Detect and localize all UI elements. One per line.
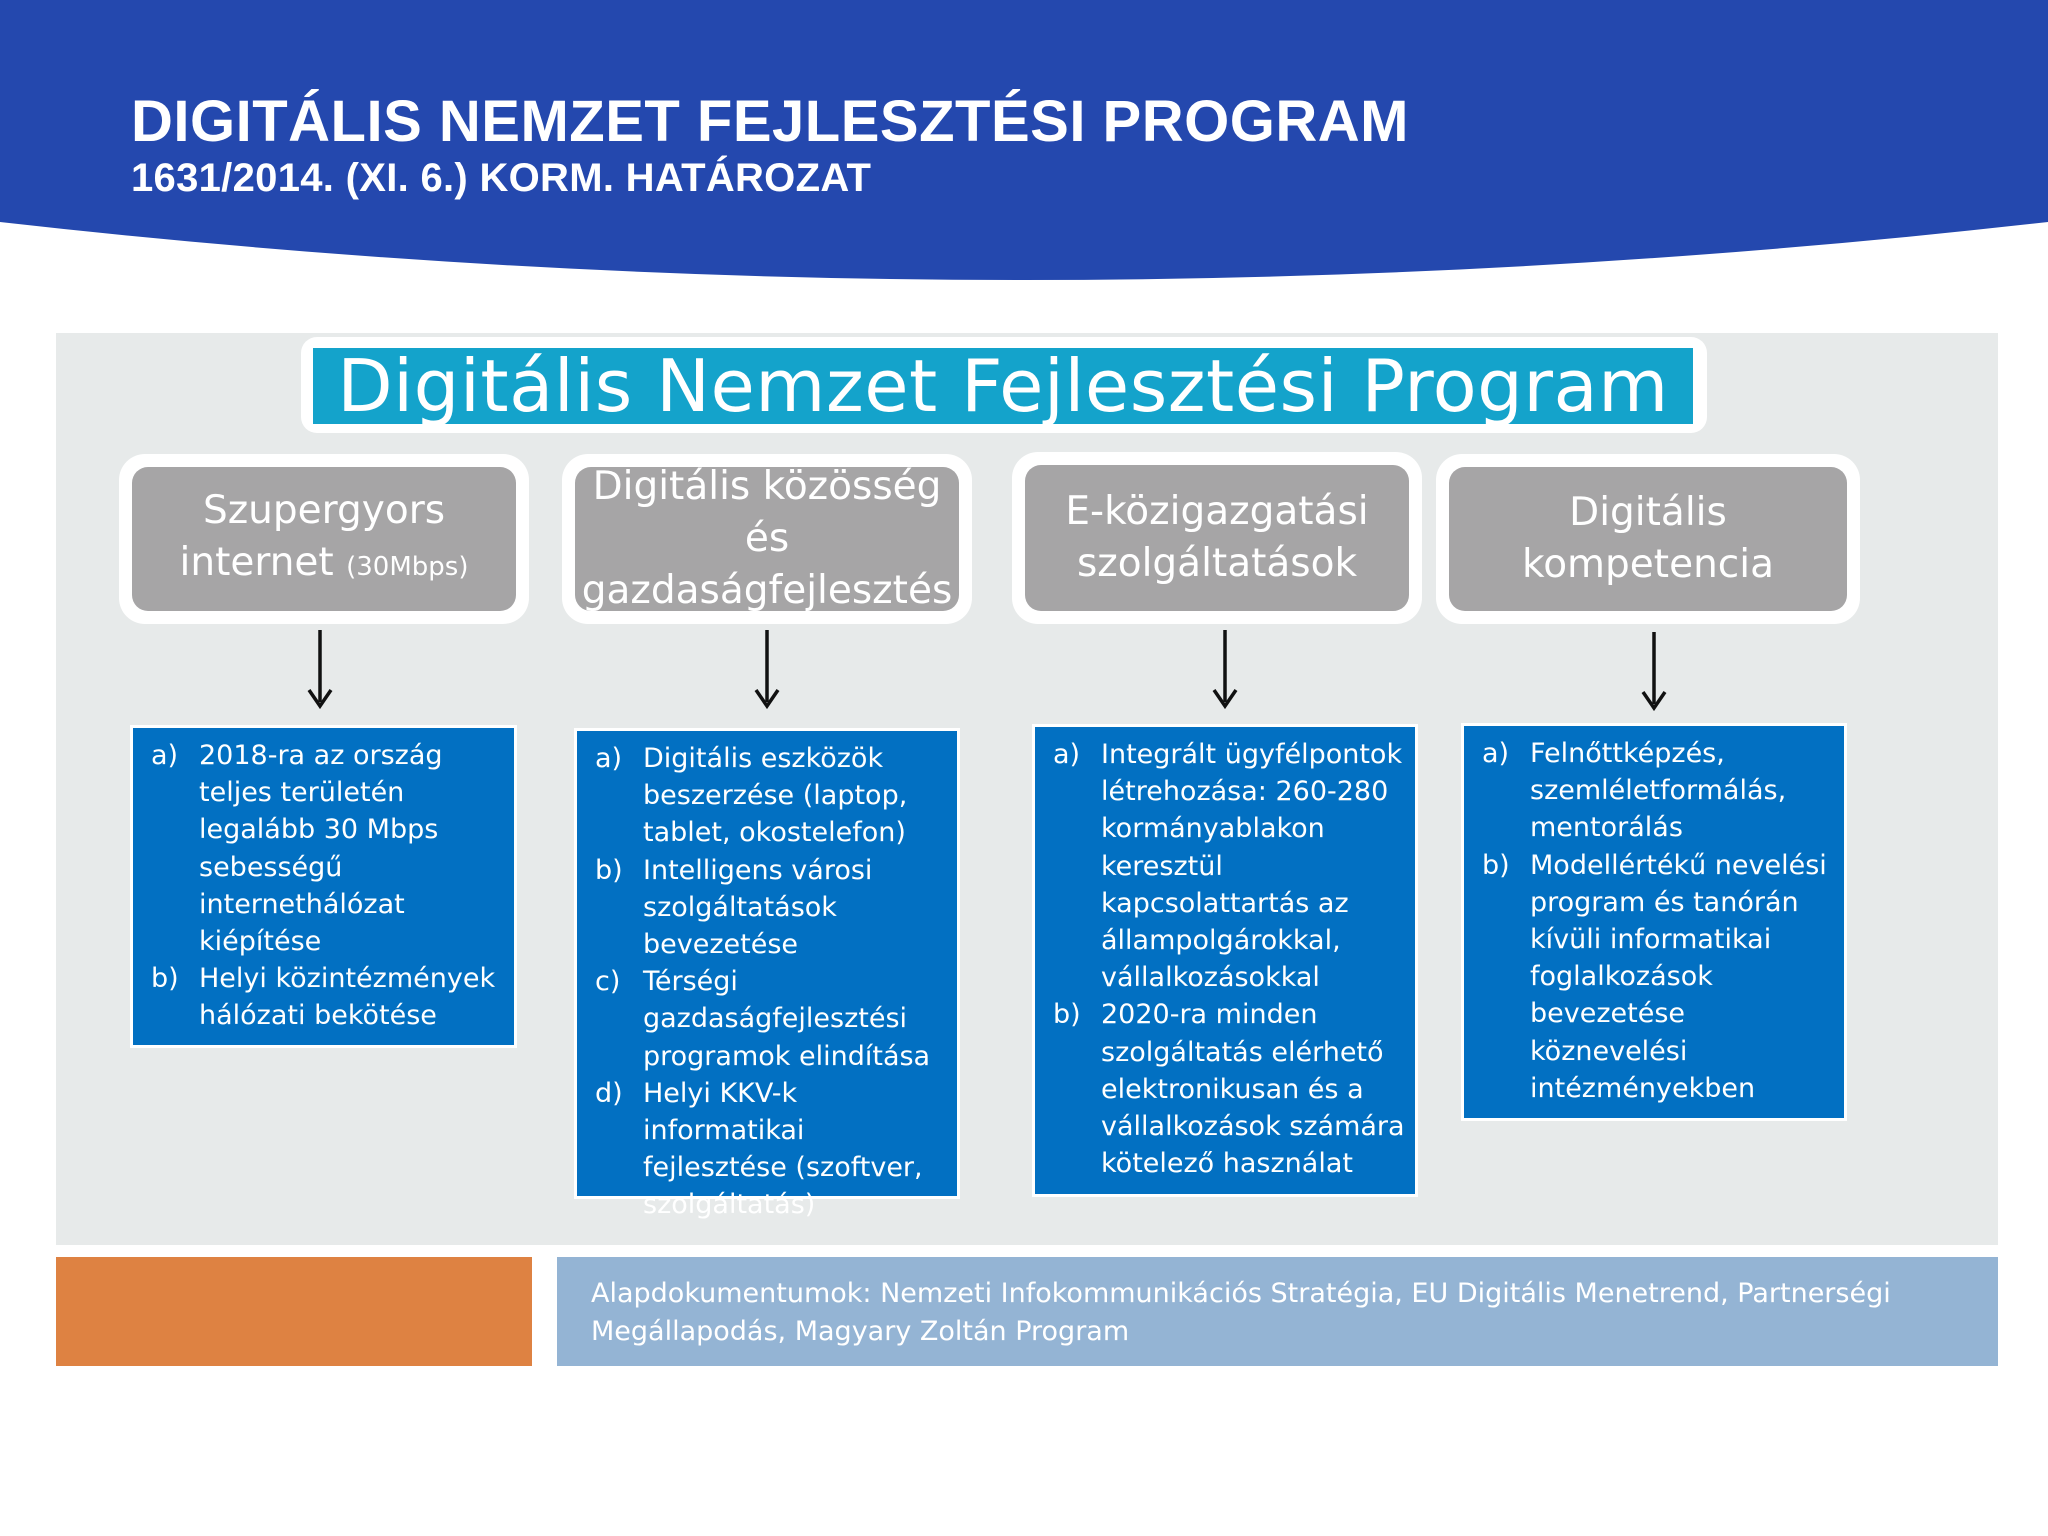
base-documents-bar [557, 1257, 1998, 1366]
slide-title: DIGITÁLIS NEMZET FEJLESZTÉSI PROGRAM [131, 89, 1409, 154]
item-text: Intelligens városi szolgáltatások bevezetése [643, 854, 873, 961]
category-title-line: Digitális közösség [592, 464, 942, 509]
list-item [1482, 735, 1834, 847]
category-title-line: gazdaságfejlesztés [581, 568, 953, 613]
category-box-community [575, 464, 959, 613]
category-title-line: kompetencia [1522, 542, 1774, 587]
item-label: b) [1053, 999, 1081, 1031]
item-text: Integrált ügyfélpontok létrehozása: 260-280 kormányablakon keresztül kapcsolattartás az állampolgárokkal, vállalkozásokkal [1101, 739, 1403, 994]
item-text: 2018-ra az ország teljes területén legalább 30 Mbps sebességű internethálózat kiépítése [199, 740, 443, 958]
list-item [151, 737, 504, 960]
list-item [595, 963, 947, 1075]
list-item [595, 852, 947, 964]
down-arrow-icon [1210, 630, 1240, 714]
category-title-line [180, 537, 469, 593]
list-item [151, 960, 504, 1034]
category-box-competence [1449, 467, 1847, 611]
item-text: Térségi gazdaságfejlesztési programok elindítása [643, 966, 931, 1072]
item-box-internet [130, 725, 517, 1048]
category-box-internet [132, 467, 516, 611]
item-box-community [574, 728, 960, 1221]
item-text: Modellértékű nevelési program és tanórán kívüli informatikai foglalkozások bevezetése köznevelési intézményekben [1530, 849, 1827, 1104]
item-label: a) [1482, 738, 1510, 769]
list-item [1482, 847, 1834, 1107]
item-text: Digitális eszközök beszerzése (laptop, tablet, okostelefon) [643, 743, 908, 849]
category-title-line: és [744, 516, 790, 561]
slide-subtitle: 1631/2014. (XI. 6.) KORM. HATÁROZAT [131, 156, 872, 200]
item-text: Helyi közintézmények hálózati bekötése [199, 963, 496, 1032]
program-title-banner: Digitális Nemzet Fejlesztési Program [313, 348, 1693, 424]
list-item [595, 1075, 947, 1224]
item-label: a) [151, 740, 179, 771]
list-item [595, 740, 947, 852]
item-text: 2020-ra minden szolgáltatás elérhető elektronikusan és a vállalkozások számára kötelező használat [1101, 999, 1405, 1180]
category-title-line: szolgáltatások [1076, 541, 1358, 586]
list-item [1053, 736, 1405, 996]
category-title-note: (30Mbps) [346, 552, 469, 582]
category-box-egov [1025, 465, 1409, 611]
down-arrow-icon [752, 630, 782, 714]
list-item [1053, 996, 1405, 1182]
category-title-line: Szupergyors [202, 488, 446, 533]
base-documents-text: Alapdokumentumok: Nemzeti Infokommunikációs Stratégia, EU Digitális Menetrend, Partnerségi Megállapodás, Magyary Zoltán Program [591, 1278, 1891, 1347]
item-label: a) [595, 743, 623, 774]
down-arrow-icon [305, 630, 335, 714]
item-label: b) [1482, 849, 1510, 881]
item-label: c) [595, 966, 621, 998]
item-label: b) [595, 854, 623, 886]
item-label: a) [1053, 739, 1081, 770]
item-label: d) [595, 1077, 623, 1109]
item-text: Helyi KKV-k informatikai fejlesztése (szoftver, szolgáltatás) [643, 1077, 923, 1221]
item-label: b) [151, 963, 179, 995]
category-title-line: Digitális [1569, 490, 1727, 535]
item-box-competence [1461, 723, 1847, 1121]
item-box-egov [1032, 724, 1418, 1197]
down-arrow-icon [1639, 632, 1669, 716]
category-title-line: E-közigazgatási [1065, 489, 1369, 534]
accent-bar [56, 1257, 532, 1366]
item-text: Felnőttképzés, szemléletformálás, mentorálás [1530, 738, 1787, 844]
category-title-line: internet [179, 540, 334, 585]
